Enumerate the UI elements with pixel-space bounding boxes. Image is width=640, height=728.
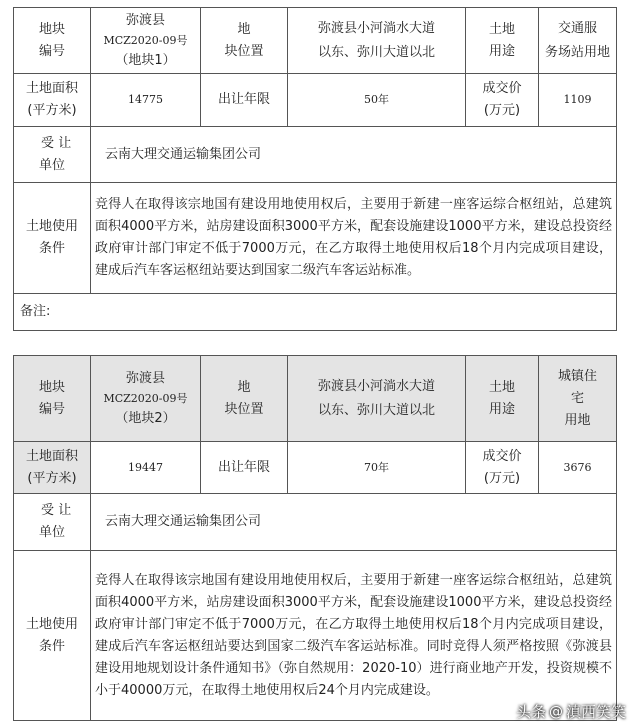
area-value: 19447 bbox=[91, 442, 201, 494]
parcel-no-value: 弥渡县 MCZ2020-09号 （地块2） bbox=[91, 356, 201, 442]
location-label: 地 块位置 bbox=[201, 356, 288, 442]
area-label: 土地面积 (平方米) bbox=[14, 442, 91, 494]
use-value: 城镇住 宅 用地 bbox=[539, 356, 617, 442]
conditions-label: 土地使用 条件 bbox=[14, 183, 91, 294]
term-label: 出让年限 bbox=[201, 442, 288, 494]
parcel-no-label: 地块 编号 bbox=[14, 356, 91, 442]
term-label: 出让年限 bbox=[201, 74, 288, 127]
use-label: 土地 用途 bbox=[466, 8, 539, 74]
watermark-account: 滇西笑笑 bbox=[565, 703, 626, 721]
conditions-value: 竞得人在取得该宗地国有建设用地使用权后，主要用于新建一座客运综合枢纽站，总建筑面积4000平方米，站房建设面积3000平方米，配套设施建设1000平方米，建设总投资经政府审计部门审定不低于7000万元，在乙方取得土地使用权后18个月内完成项目建设，建成后汽车客运枢纽站要达到国家二级汽车客运站标准。 bbox=[91, 183, 617, 294]
location-value: 弥渡县小河淌水大道 以东、弥川大道以北 bbox=[288, 356, 466, 442]
remarks-label: 备注: bbox=[14, 294, 617, 331]
grantee-value: 云南大理交通运输集团公司 bbox=[91, 494, 617, 551]
watermark bbox=[516, 701, 626, 722]
parcel-no-label: 地块 编号 bbox=[14, 8, 91, 74]
price-value: 1109 bbox=[539, 74, 617, 127]
use-label: 土地 用途 bbox=[466, 356, 539, 442]
land-table-2 bbox=[13, 355, 617, 721]
grantee-label: 受 让 单位 bbox=[14, 494, 91, 551]
grantee-label: 受 让 单位 bbox=[14, 127, 91, 183]
parcel-no-value: 弥渡县 MCZ2020-09号 （地块1） bbox=[91, 8, 201, 74]
use-value: 交通服 务场站用地 bbox=[539, 8, 617, 74]
watermark-prefix: 头条 bbox=[515, 703, 546, 721]
conditions-label: 土地使用 条件 bbox=[14, 551, 91, 721]
at-icon: @ bbox=[548, 703, 563, 720]
price-value: 3676 bbox=[539, 442, 617, 494]
grantee-value: 云南大理交通运输集团公司 bbox=[91, 127, 617, 183]
area-label: 土地面积 (平方米) bbox=[14, 74, 91, 127]
price-label: 成交价 (万元) bbox=[466, 442, 539, 494]
location-label: 地 块位置 bbox=[201, 8, 288, 74]
term-value: 50年 bbox=[288, 74, 466, 127]
land-table-1 bbox=[13, 7, 617, 331]
term-value: 70年 bbox=[288, 442, 466, 494]
price-label: 成交价 (万元) bbox=[466, 74, 539, 127]
conditions-value: 竞得人在取得该宗地国有建设用地使用权后，主要用于新建一座客运综合枢纽站，总建筑面积4000平方米，站房建设面积3000平方米，配套设施建设1000平方米，建设总投资经政府审计部门审定不低于7000万元，在乙方取得土地使用权后18个月内完成项目建设，建成后汽车客运枢纽站要达到国家二级汽车客运站标准。同时竞得人须严格按照《弥渡县建设用地规划设计条件通知书》（弥自然规用：2020-10）进行商业地产开发，投资规模不小于40000万元，在取得土地使用权后24个月内完成建设。 bbox=[91, 551, 617, 721]
area-value: 14775 bbox=[91, 74, 201, 127]
location-value: 弥渡县小河淌水大道 以东、弥川大道以北 bbox=[288, 8, 466, 74]
